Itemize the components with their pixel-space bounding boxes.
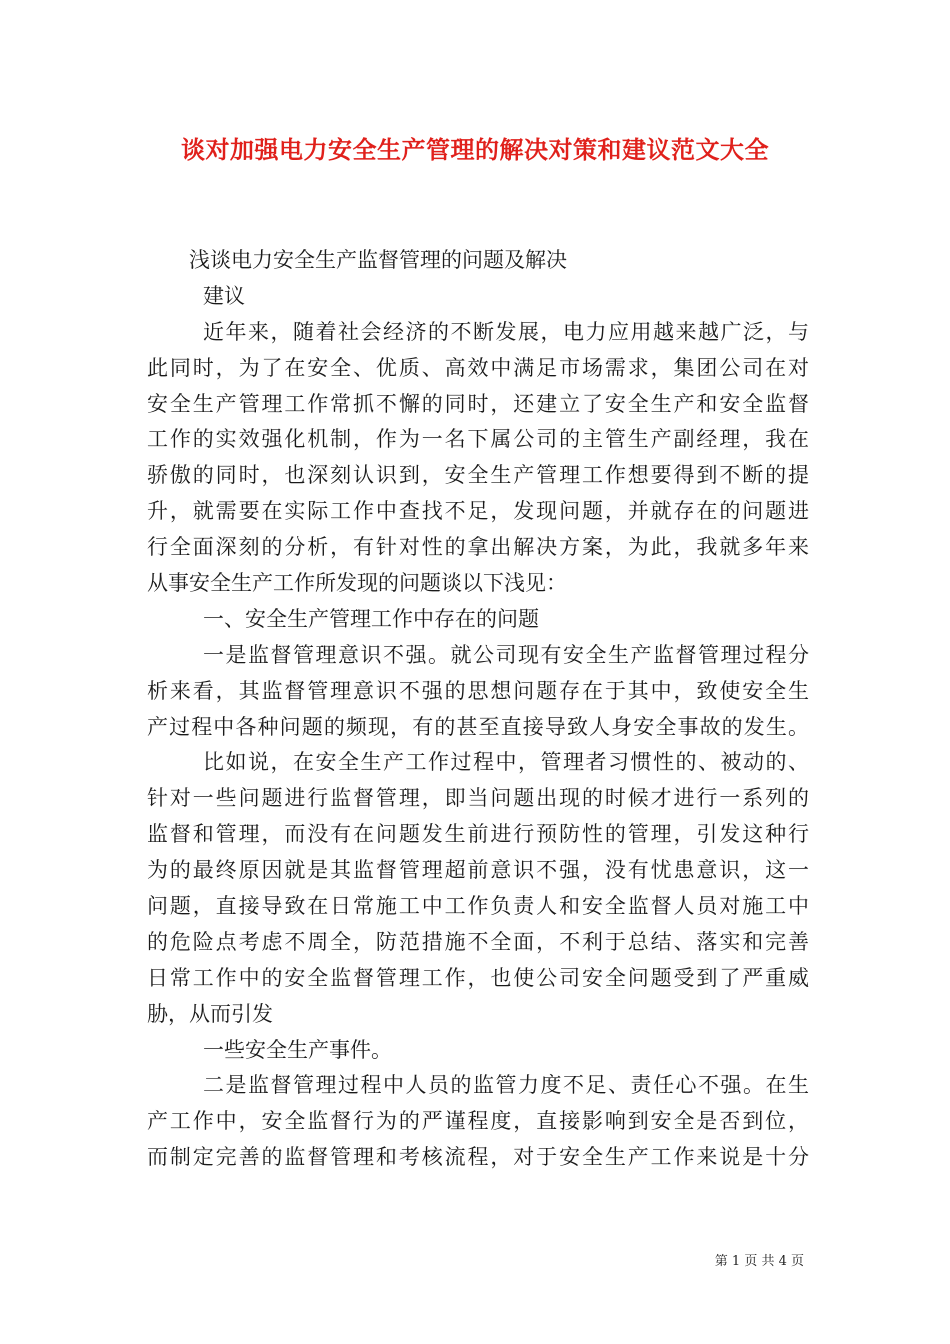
document-title: 谈对加强电力安全生产管理的解决对策和建议范文大全 xyxy=(181,135,769,164)
body-line: 监督和管理，而没有在问题发生前进行预防性的管理，引发这种行 xyxy=(147,822,809,847)
body-line: 产工作中，安全监督行为的严谨程度，直接影响到安全是否到位， xyxy=(147,1109,809,1134)
body-line: 行全面深刻的分析，有针对性的拿出解决方案，为此，我就多年来 xyxy=(147,535,809,560)
body-line: 近年来，随着社会经济的不断发展，电力应用越来越广泛，与 xyxy=(203,319,809,344)
body-line: 建议 xyxy=(203,283,245,308)
body-line: 比如说，在安全生产工作过程中，管理者习惯性的、被动的、 xyxy=(203,750,809,775)
body-line: 从事安全生产工作所发现的问题谈以下浅见： xyxy=(147,571,567,596)
body-line: 的危险点考虑不周全，防范措施不全面，不利于总结、落实和完善 xyxy=(147,929,809,954)
body-line: 工作的实效强化机制，作为一名下属公司的主管生产副经理，我在 xyxy=(147,427,809,452)
page-number-footer: 第 1 页 共 4 页 xyxy=(714,1254,804,1269)
body-line: 日常工作中的安全监督管理工作，也使公司安全问题受到了严重威 xyxy=(147,965,809,990)
body-line: 一些安全生产事件。 xyxy=(203,1037,392,1062)
body-line: 安全生产管理工作常抓不懈的同时，还建立了安全生产和安全监督 xyxy=(147,391,809,416)
body-line: 为的最终原因就是其监督管理超前意识不强，没有忧患意识，这一 xyxy=(147,858,809,883)
body-line: 二是监督管理过程中人员的监管力度不足、责任心不强。在生 xyxy=(203,1073,809,1098)
body-line: 问题，直接导致在日常施工中工作负责人和安全监督人员对施工中 xyxy=(147,894,809,919)
body-line: 此同时，为了在安全、优质、高效中满足市场需求，集团公司在对 xyxy=(147,355,809,380)
body-line: 胁，从而引发 xyxy=(147,1001,273,1026)
body-line: 一是监督管理意识不强。就公司现有安全生产监督管理过程分 xyxy=(203,642,809,667)
body-line: 析来看，其监督管理意识不强的思想问题存在于其中，致使安全生 xyxy=(147,678,809,703)
body-line: 针对一些问题进行监督管理，即当问题出现的时候才进行一系列的 xyxy=(147,786,809,811)
body-line: 骄傲的同时，也深刻认识到，安全生产管理工作想要得到不断的提 xyxy=(147,463,809,488)
section-heading: 一、安全生产管理工作中存在的问题 xyxy=(203,606,539,631)
body-line: 产过程中各种问题的频现，有的甚至直接导致人身安全事故的发生。 xyxy=(147,714,809,739)
body-line: 升，就需要在实际工作中查找不足，发现问题，并就存在的问题进 xyxy=(147,499,809,524)
body-line: 而制定完善的监督管理和考核流程，对于安全生产工作来说是十分 xyxy=(147,1145,809,1170)
document-body xyxy=(147,243,809,1176)
body-line: 浅谈电力安全生产监督管理的问题及解决 xyxy=(189,248,567,272)
